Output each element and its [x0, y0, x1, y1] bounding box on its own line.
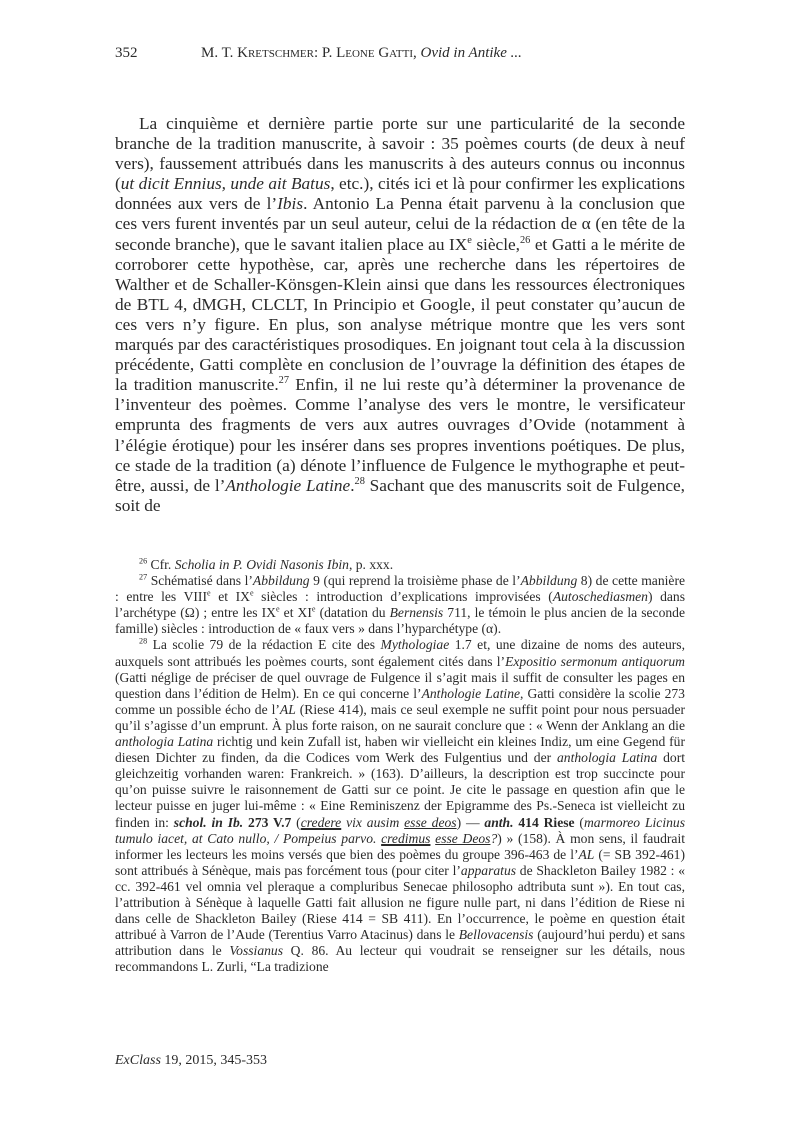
underlined-phrase: esse deos — [404, 814, 457, 830]
latin-quote: marmoreo Licinus tumulo iacet, at Cato nullo, / Pompeius parvo. — [115, 814, 685, 846]
underlined-word: credimus — [381, 830, 431, 846]
term: Autoschediasmen — [552, 589, 648, 605]
text: ( — [291, 814, 301, 830]
citation-abbrev: schol. in Ib. — [173, 814, 244, 830]
footnote-26 — [115, 557, 685, 573]
text: (Riese 414), mais ce seul exemple ne suffit point pour nous persuader qu’il s’agisse d’un emprunt. À plus forte raison, on ne saurait conclure que : « Wenn der Anklang an die — [115, 701, 686, 733]
latin-quote: ut dicit Ennius, unde ait Batus — [120, 174, 331, 194]
ordinal: e — [249, 588, 254, 598]
citation-abbrev: anth. — [484, 814, 514, 830]
manuscript-name: Vossianus — [229, 943, 284, 959]
separator: : P. — [313, 45, 337, 61]
text: Enfin, il ne lui reste qu’à déterminer la provenance de l’inventeur des poèmes. Comme l’analyse des vers le montre, le versificateur emprunta des fragments de vers aux autres ouvrages d’Ovide (notamment à l’élégie érotique) pour les insérer dans ses propres inventions poétiques. De plus, ce stade de la tradition (a) dénote l’influence de Fulgence le mythographe et peut-être, aussi, de l’ — [115, 375, 685, 495]
text: Q. 86. Au lecteur qui voudrait se renseigner sur les détails, nous recommandons L. Zurli, “La tradizione — [115, 943, 685, 975]
footnote-ref-28[interactable]: 28 — [354, 475, 365, 487]
work-title: Mythologiae — [380, 637, 450, 653]
text: de Shackleton Bailey 1982 : « cc. 392-461 vel omnia vel pleraque a compluribus Senecae philosopho adtributa sunt »). En tout cas, l’attribution à Sénèque à laquelle Gatti fait allusion ne figure nulle part, ni dans l’édition de Riese ni dans celle de Shackleton Bailey (Riese 414 = SB 411). En l’occurrence, le poème en question était attribué à Varron de l’Aude (Terentius Varro Atacinus) dans le — [115, 862, 685, 943]
separator: , — [413, 45, 421, 61]
reviewed-author-first: Leone — [336, 45, 375, 61]
text: Sachant que des manuscrits soit de Fulgence, soit de — [115, 475, 685, 515]
text: ) — — [456, 814, 485, 830]
text: richtig und kein Zufall ist, haben wir vielleicht ein kleines Indiz, um eine Gegend für diesen Dichter zu finden, da die Codices vom Werk des Fulgentius und der — [115, 734, 685, 766]
text: 9 (qui reprend la troisième phase de l’ — [309, 573, 521, 589]
abbrev: AL — [279, 701, 296, 717]
underlined-phrase: esse Deos — [435, 830, 491, 846]
manuscript-name: Bellovacensis — [458, 927, 534, 943]
text: La cinquième et dernière partie porte sur une particularité de la seconde branche de la tradition manuscrite, à savoir : 35 poèmes courts (de deux à neuf vers), faussement attribués dans les manuscrits à des auteurs connus ou inconnus ( — [115, 114, 685, 194]
work-title: Anthologie Latine — [225, 475, 351, 495]
text: siècle, — [471, 234, 520, 254]
footnote-27 — [115, 573, 685, 637]
body-text — [115, 114, 685, 516]
text: 8) de cette manière : entre les VIII — [115, 573, 686, 605]
term: Abbildung — [252, 573, 310, 589]
running-header — [115, 45, 685, 65]
underlined-word: credere — [300, 814, 342, 830]
text: , Gatti considère la scolie 273 comme un possible écho de l’ — [115, 685, 685, 717]
text: (= SB 392-461) sont attribués à Sénèque, mais pas forcément tous (pour citer l’ — [115, 846, 685, 878]
journal-citation: 19, 2015, 345-353 — [160, 1053, 268, 1068]
footnote-number: 26 — [139, 556, 148, 566]
text: , etc.), cités ici et là pour confirmer les explications données aux vers de l’ — [115, 174, 685, 214]
text: Cfr. — [147, 557, 175, 572]
text: . — [350, 475, 355, 495]
ordinal: e — [275, 604, 280, 614]
text: Schématisé dans l’ — [147, 573, 253, 589]
text: ) » (158). À mon sens, il faudrait informer les lecteurs les moins versés que bien des poèmes du groupe 396-463 de l’ — [115, 830, 686, 862]
text: , p. xxx. — [348, 557, 394, 572]
work-title: Ibis — [277, 194, 304, 214]
running-title — [201, 45, 522, 62]
text: (datation du — [315, 605, 390, 621]
page-footer — [115, 1053, 267, 1069]
footnote-ref-26[interactable]: 26 — [520, 234, 531, 246]
text: et IX — [210, 589, 250, 605]
work-title: Scholia in P. Ovidi Nasonis Ibin — [174, 557, 349, 572]
term: apparatus — [460, 862, 517, 878]
footnote-28 — [115, 637, 685, 975]
text: La scolie 79 de la rédaction E cite des — [147, 637, 381, 653]
latin-quote: ? — [490, 830, 498, 846]
footnotes — [115, 557, 685, 975]
text: 711, le témoin le plus ancien de la seconde famille) siècles : introduction de « faux vers » dans l’hyparchétype (α). — [115, 605, 685, 637]
ordinal: e — [311, 604, 316, 614]
footnote-ref-27[interactable]: 27 — [278, 375, 290, 387]
text: et XI — [279, 605, 312, 621]
reviewed-author-last: Gatti — [374, 45, 413, 61]
work-title: anthologia Latina — [115, 734, 214, 750]
work-title: Expositio sermonum antiquorum — [505, 653, 686, 669]
author-initials: M. T. — [201, 45, 238, 61]
book-title: Ovid in Antike ... — [420, 45, 522, 61]
ordinal: e — [206, 588, 211, 598]
text: ( — [574, 814, 584, 830]
text: . Antonio La Penna était parvenu à la conclusion que ces vers furent inventés par un seul auteur, celui de la rédaction de α (en tête de la seconde branche), que le savant italien place au IX — [115, 194, 685, 254]
paragraph — [115, 114, 685, 516]
text: et Gatti a le mérite de corroborer cette hypothèse, car, après une recherche dans les répertoires de Walther et de Schaller-Könsgen-Klein ainsi que dans les ressources électroniques de BTL 4, dMGH, CLCLT, In Principio et Google, il peut constater qu’aucun de ces vers n’y figure. En plus, son analyse métrique montre que les vers sont marqués par des caractéristiques prosodiques. En joignant tout cela à la discussion précédente, Gatti complète en conclusion de l’ouvrage la définition des étapes de la tradition manuscrite. — [115, 234, 685, 395]
manuscript-name: Bernensis — [389, 605, 444, 621]
text: dort gleichzeitig vorhanden waren: Frankreich. » (163). D’ailleurs, la description est trop succincte pour qu’on puisse suivre le raisonnement de Gatti sur ce point. Je cite le passage en question afin que le lecteur puisse en juger lui-même : « Eine Reminiszenz der Epigramme des Ps.-Seneca ist vielleicht zu finden in: — [115, 750, 686, 830]
term: Abbildung — [520, 573, 578, 589]
journal-name: ExClass — [115, 1053, 161, 1068]
text: (aujourd’hui perdu) et sans attribution dans le — [115, 927, 685, 959]
abbrev: AL — [578, 846, 595, 862]
page-number: 352 — [115, 45, 138, 61]
ordinal: e — [467, 234, 472, 246]
work-title: Anthologie Latine — [421, 685, 521, 701]
citation-number: 273 V.7 — [243, 814, 292, 830]
citation-number: 414 Riese — [513, 814, 575, 830]
latin-quote: vix ausim — [341, 814, 405, 830]
text: (Gatti néglige de préciser de quel ouvrage de Fulgence il s’agit mais il suffit de consulter les pages en question dans l’édition de Helm). En ce qui concerne l’ — [115, 669, 685, 701]
text: siècles : introduction d’explications improvisées ( — [253, 589, 553, 605]
text: 1.7 et, une dizaine de noms des auteurs, auxquels sont attribués les poèmes courts, sont également cités dans l’ — [115, 637, 685, 669]
footnote-number: 27 — [139, 572, 148, 582]
work-title: anthologia Latina — [557, 750, 658, 766]
author-name: Kretschmer — [237, 45, 314, 61]
footnote-number: 28 — [139, 636, 148, 646]
text: ) dans l’archétype (Ω) ; entre les IX — [115, 589, 686, 621]
